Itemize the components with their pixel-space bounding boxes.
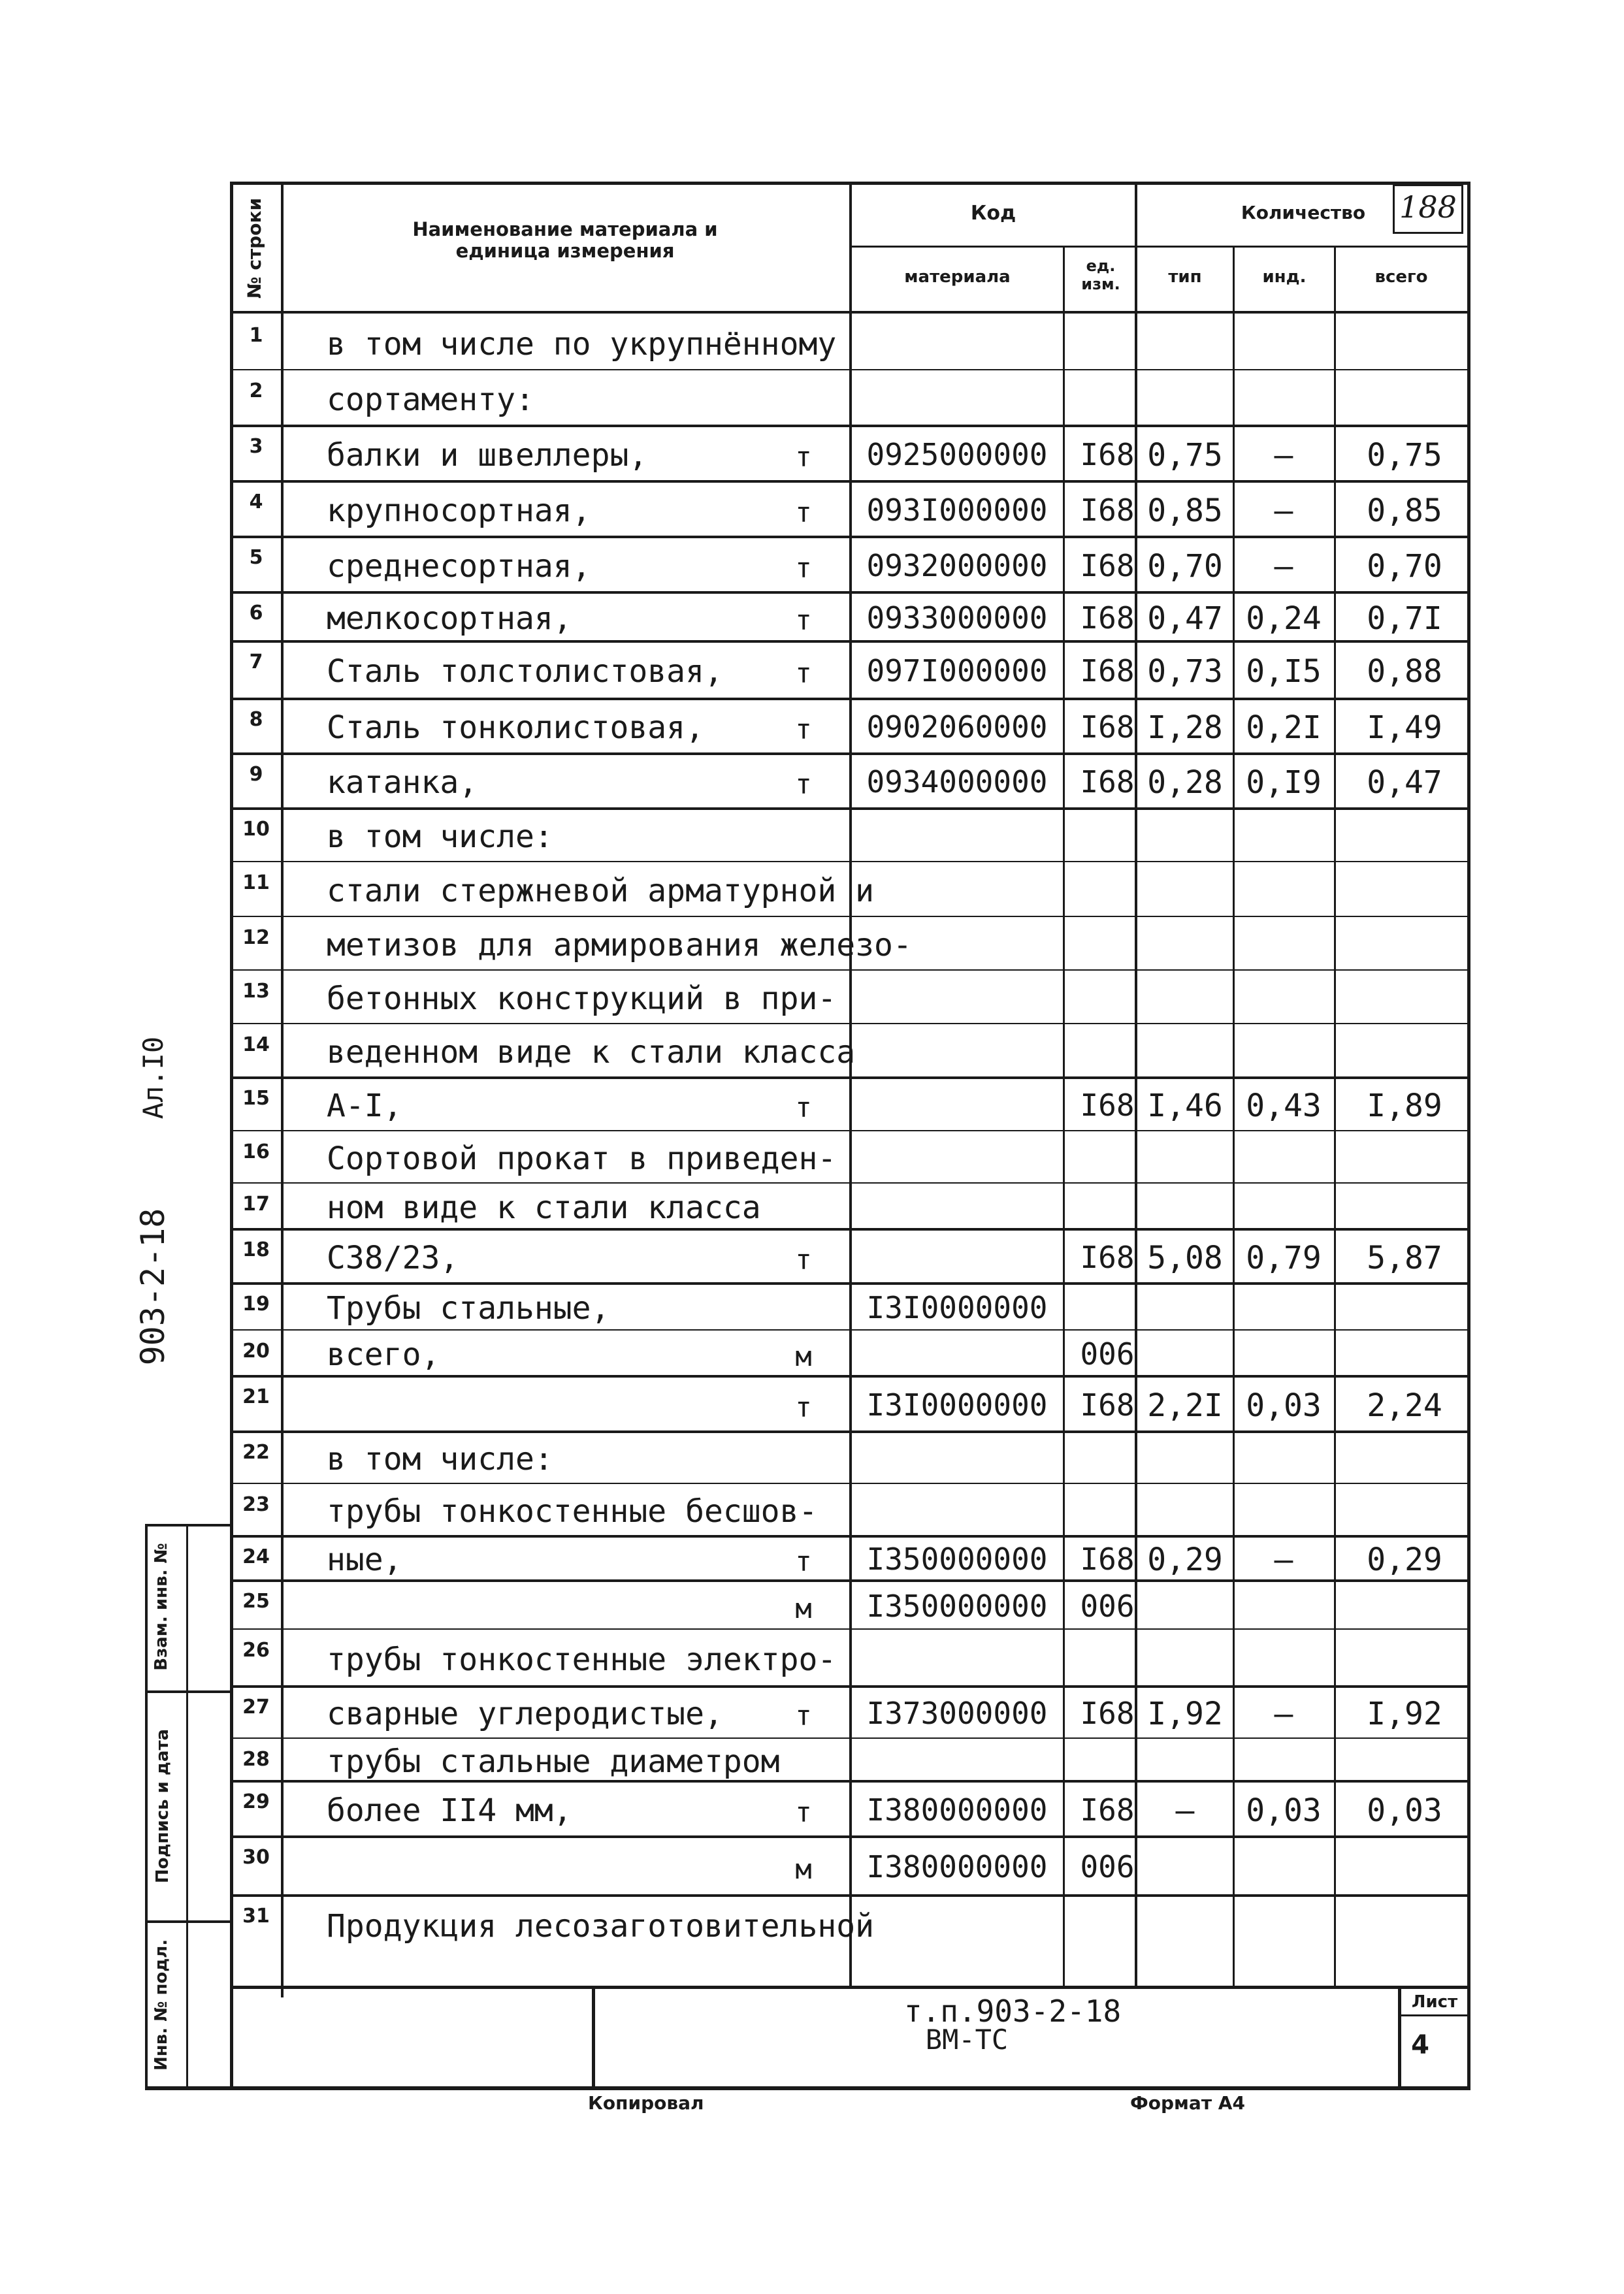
col-line-ind	[1334, 247, 1336, 1988]
material-name: сортаменту:	[327, 381, 534, 418]
col-line-typ	[1233, 247, 1235, 1988]
unit-code: I68	[1080, 1387, 1135, 1423]
qty-typ: 0,28	[1147, 764, 1223, 801]
row-number: 25	[242, 1590, 270, 1613]
unit-of-measure: т	[795, 1243, 812, 1276]
row-number: 16	[242, 1140, 270, 1163]
qty-typ: 0,85	[1147, 492, 1223, 529]
qty-total: I,92	[1367, 1696, 1442, 1732]
qty-typ: 0,73	[1147, 653, 1223, 690]
side-code: 903-2-18	[134, 1208, 172, 1366]
row-separator	[230, 1228, 1470, 1231]
qty-total: 0,29	[1367, 1542, 1442, 1578]
qty-total: 0,88	[1367, 653, 1442, 690]
unit-code: I68	[1080, 1088, 1135, 1123]
unit-code: I68	[1080, 1542, 1135, 1577]
material-name: Трубы стальные,	[327, 1290, 610, 1327]
qty-total: 0,7I	[1367, 600, 1442, 637]
row-separator	[230, 969, 1470, 971]
row-separator	[230, 1685, 1470, 1688]
material-code: I3I0000000	[866, 1387, 1048, 1423]
qty-typ: 0,47	[1147, 600, 1223, 637]
row-number: 30	[242, 1846, 270, 1869]
row-separator	[230, 1375, 1470, 1378]
unit-code: I68	[1080, 709, 1135, 745]
qty-typ: 0,75	[1147, 436, 1223, 474]
unit-of-measure: м	[795, 1340, 812, 1372]
header-qty-ind: инд.	[1262, 267, 1307, 287]
row-number: 21	[242, 1385, 270, 1408]
material-name: балки и швеллеры,	[327, 436, 648, 474]
unit-code: I68	[1080, 1239, 1135, 1275]
unit-code: 006	[1080, 1336, 1135, 1372]
unit-of-measure: т	[795, 1700, 812, 1732]
row-number: 3	[249, 435, 263, 458]
title-block-top	[230, 1986, 1470, 1989]
qty-ind: 0,I9	[1246, 764, 1322, 801]
row-separator	[230, 369, 1470, 370]
unit-of-measure: м	[795, 1853, 812, 1885]
unit-code: I68	[1080, 653, 1135, 688]
material-name: стали стержневой арматурной и	[327, 873, 875, 909]
material-code: I380000000	[866, 1792, 1048, 1828]
unit-code: I68	[1080, 600, 1135, 636]
qty-ind: –	[1274, 1696, 1293, 1732]
row-number: 13	[242, 980, 270, 1003]
qty-typ: 0,70	[1147, 547, 1223, 585]
qty-typ: 2,2I	[1147, 1387, 1223, 1424]
page-number: 188	[1399, 189, 1457, 225]
qty-typ: –	[1175, 1792, 1195, 1829]
row-separator	[230, 1535, 1470, 1538]
row-number: 5	[249, 546, 263, 569]
material-name: катанка,	[327, 764, 478, 801]
row-number: 29	[242, 1790, 270, 1813]
material-name: Продукция лесозаготовительной	[327, 1908, 875, 1945]
stamp-inv: Инв. № подл.	[152, 1939, 171, 2071]
header-bottom-line	[230, 311, 1470, 314]
row-number: 28	[242, 1748, 270, 1771]
unit-code: I68	[1080, 436, 1135, 472]
qty-total: 0,03	[1367, 1792, 1442, 1829]
row-separator	[230, 916, 1470, 917]
material-name: трубы тонкостенные бесшов-	[327, 1493, 818, 1530]
qty-typ: I,46	[1147, 1088, 1223, 1124]
row-separator	[230, 807, 1470, 810]
row-separator	[230, 1430, 1470, 1433]
sheet-number: 4	[1411, 2030, 1429, 2060]
qty-total: 0,75	[1367, 436, 1442, 474]
row-separator	[230, 1023, 1470, 1024]
row-number: 18	[242, 1238, 270, 1261]
qty-typ: 0,29	[1147, 1542, 1223, 1578]
row-number: 27	[242, 1696, 270, 1719]
material-name: более II4 мм,	[327, 1792, 572, 1829]
stamp-podpis: Подпись и дата	[153, 1728, 172, 1884]
row-separator	[230, 1780, 1470, 1783]
material-name: А-I,	[327, 1088, 402, 1124]
row-number: 4	[249, 491, 263, 513]
material-name: веденном виде к стали класса	[327, 1034, 856, 1071]
qty-ind: –	[1274, 436, 1293, 474]
row-separator	[230, 1282, 1470, 1285]
header-qty-total: всего	[1374, 267, 1428, 287]
material-code: 093I000000	[866, 492, 1048, 528]
row-separator	[230, 861, 1470, 862]
row-number: 10	[242, 818, 270, 841]
row-number: 2	[249, 380, 263, 402]
unit-of-measure: т	[795, 440, 812, 473]
material-code: I373000000	[866, 1696, 1048, 1731]
qty-ind: 0,2I	[1246, 709, 1322, 746]
material-name: всего,	[327, 1336, 440, 1373]
material-code: I380000000	[866, 1849, 1048, 1884]
row-separator	[230, 1182, 1470, 1184]
unit-code: 006	[1080, 1588, 1135, 1624]
document-subtitle: ВМ-ТС	[925, 2024, 1009, 2056]
row-separator	[230, 1835, 1470, 1838]
qty-ind: 0,03	[1246, 1792, 1322, 1829]
stamp-vzam: Взам. инв. №	[152, 1543, 171, 1671]
unit-of-measure: т	[795, 1391, 812, 1423]
material-code: 0933000000	[866, 600, 1048, 636]
unit-code: I68	[1080, 1696, 1135, 1731]
material-code: 0932000000	[866, 547, 1048, 583]
row-separator	[230, 1628, 1470, 1630]
unit-of-measure: т	[795, 496, 812, 528]
material-name: Сталь толстолистовая,	[327, 653, 723, 690]
document-code: т.п.903-2-18	[903, 1994, 1122, 2029]
material-code: 0925000000	[866, 436, 1048, 472]
header-code-unit: ед. изм.	[1081, 257, 1120, 293]
stamp-line-1	[145, 1690, 233, 1693]
row-number: 1	[249, 324, 263, 347]
qty-typ: I,28	[1147, 709, 1223, 746]
qty-total: 0,70	[1367, 547, 1442, 585]
stamp-line-left	[145, 1525, 148, 2090]
row-separator	[230, 1076, 1470, 1079]
unit-of-measure: т	[795, 1545, 812, 1577]
unit-of-measure: т	[795, 1796, 812, 1828]
material-code: 097I000000	[866, 653, 1048, 688]
row-separator	[230, 591, 1470, 594]
col-line-name	[849, 182, 852, 1988]
row-number: 7	[249, 651, 263, 673]
material-code: I3I0000000	[866, 1290, 1048, 1325]
row-number: 8	[249, 708, 263, 731]
material-name: мелкосортная,	[327, 600, 572, 637]
unit-of-measure: т	[795, 1091, 812, 1123]
header-code-material: материала	[904, 267, 1011, 287]
unit-of-measure: т	[795, 657, 812, 689]
row-separator	[230, 1483, 1470, 1484]
header-name: Наименование материала и единица измерения	[412, 218, 718, 263]
material-name: в том числе:	[327, 818, 553, 855]
qty-ind: 0,03	[1246, 1387, 1322, 1424]
material-name: метизов для армирования железо-	[327, 927, 912, 963]
material-name: трубы стальные диаметром	[327, 1743, 780, 1780]
qty-ind: –	[1274, 492, 1293, 529]
unit-of-measure: т	[795, 768, 812, 800]
row-number: 22	[242, 1441, 270, 1464]
row-number: 17	[242, 1193, 270, 1216]
row-separator	[230, 425, 1470, 427]
qty-typ: I,92	[1147, 1696, 1223, 1732]
row-separator	[230, 1130, 1470, 1131]
unit-code: I68	[1080, 1792, 1135, 1828]
material-name: в том числе по укрупнённому	[327, 325, 837, 363]
material-name: бетонных конструкций в при-	[327, 980, 837, 1017]
stamp-line-mid	[186, 1525, 188, 2090]
row-number: 14	[242, 1033, 270, 1056]
unit-of-measure: м	[795, 1592, 812, 1624]
col-line-material	[1063, 247, 1065, 1988]
qty-total: 0,47	[1367, 764, 1442, 801]
row-number: 15	[242, 1087, 270, 1110]
material-name: в том числе:	[327, 1441, 553, 1478]
unit-code: I68	[1080, 492, 1135, 528]
qty-ind: 0,79	[1246, 1239, 1322, 1276]
row-number: 12	[242, 926, 270, 949]
unit-of-measure: т	[795, 551, 812, 584]
row-separator	[230, 640, 1470, 643]
title-block-div-1	[592, 1986, 595, 2089]
row-separator	[230, 1579, 1470, 1582]
frame-right	[1467, 182, 1470, 2089]
sheet-label: Лист	[1411, 1992, 1458, 2012]
material-code: I350000000	[866, 1588, 1048, 1624]
header-quantity: Количество	[1241, 202, 1366, 223]
row-separator	[230, 480, 1470, 483]
unit-code: I68	[1080, 547, 1135, 583]
material-name: С38/23,	[327, 1239, 459, 1276]
material-name: Сталь тонколистовая,	[327, 709, 704, 746]
row-separator	[230, 1737, 1470, 1739]
header-row-no: № строки	[244, 197, 265, 299]
qty-ind: 0,I5	[1246, 653, 1322, 690]
unit-of-measure: т	[795, 604, 812, 636]
qty-total: I,49	[1367, 709, 1442, 746]
qty-ind: –	[1274, 1542, 1293, 1578]
row-number: 11	[242, 871, 270, 894]
row-separator	[230, 698, 1470, 700]
material-code: 0934000000	[866, 764, 1048, 800]
material-code: I350000000	[866, 1542, 1048, 1577]
row-number: 24	[242, 1545, 270, 1568]
sheet-label-line	[1398, 2014, 1470, 2016]
header-qty-typ: тип	[1168, 267, 1202, 287]
qty-ind: –	[1274, 547, 1293, 585]
material-name: ном виде к стали класса	[327, 1189, 761, 1226]
copied-by-label: Копировал	[588, 2092, 704, 2114]
row-number: 31	[242, 1905, 270, 1928]
unit-code: I68	[1080, 764, 1135, 800]
material-name: крупносортная,	[327, 492, 591, 529]
row-number: 20	[242, 1340, 270, 1363]
material-name: среднесортная,	[327, 547, 591, 585]
header-code: Код	[970, 202, 1016, 225]
side-album: Ал.I0	[137, 1036, 169, 1120]
format-label: Формат А4	[1130, 2092, 1245, 2114]
row-separator	[230, 1329, 1470, 1331]
material-name: сварные углеродистые,	[327, 1696, 723, 1732]
unit-code: 006	[1080, 1849, 1135, 1884]
row-number: 6	[249, 602, 263, 624]
row-number: 9	[249, 763, 263, 786]
header-mid-line	[849, 246, 1470, 248]
row-number: 26	[242, 1639, 270, 1662]
stamp-line-2	[145, 1920, 233, 1923]
qty-total: 0,85	[1367, 492, 1442, 529]
material-name: ные,	[327, 1542, 402, 1578]
qty-ind: 0,24	[1246, 600, 1322, 637]
material-name: Сортовой прокат в приведен-	[327, 1140, 837, 1177]
material-code: 0902060000	[866, 709, 1048, 745]
qty-total: I,89	[1367, 1088, 1442, 1124]
row-separator	[230, 1894, 1470, 1897]
row-separator	[230, 536, 1470, 538]
qty-typ: 5,08	[1147, 1239, 1223, 1276]
qty-ind: 0,43	[1246, 1088, 1322, 1124]
row-separator	[230, 752, 1470, 755]
qty-total: 2,24	[1367, 1387, 1442, 1424]
row-number: 19	[242, 1293, 270, 1316]
qty-total: 5,87	[1367, 1239, 1442, 1276]
row-number: 23	[242, 1493, 270, 1516]
stamp-line-top	[145, 1524, 233, 1527]
unit-of-measure: т	[795, 713, 812, 745]
frame-bottom	[145, 2086, 1470, 2090]
material-name: трубы тонкостенные электро-	[327, 1641, 837, 1678]
